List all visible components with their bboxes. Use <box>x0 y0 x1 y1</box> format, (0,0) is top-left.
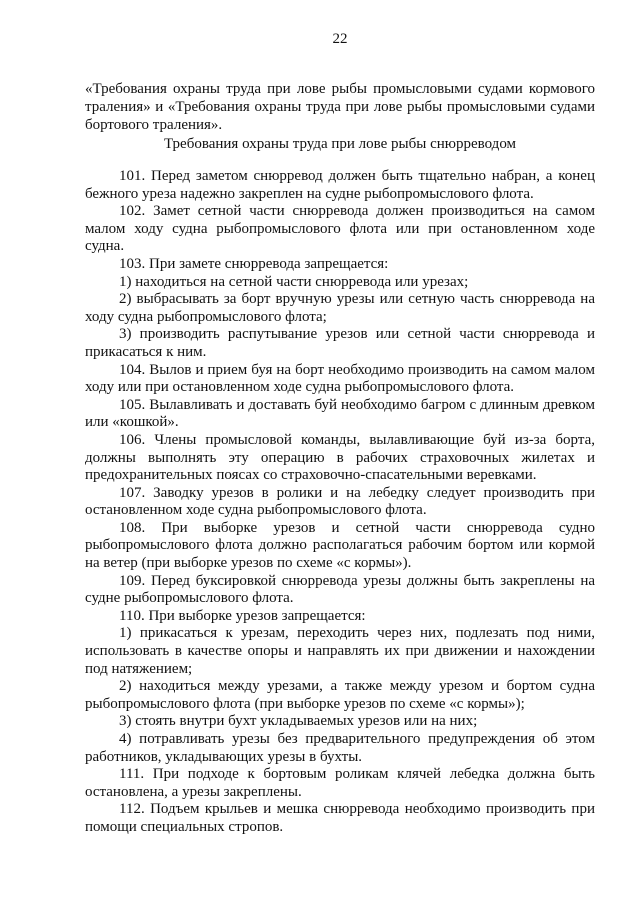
document-body <box>85 168 595 837</box>
intro-paragraph: «Требования охраны труда при лове рыбы промысловыми судами кормового траления» и «Требования охраны труда при лове рыбы промысловыми судами бортового траления». <box>85 81 595 133</box>
paragraph-101: 101. Перед заметом снюрревод должен быть тщательно набран, а конец бежного уреза надежно закреплен на судне рыбопромыслового флота. <box>85 168 595 202</box>
list-item-110-1: 1) прикасаться к урезам, переходить через них, подлезать под ними, использовать в качестве опоры и направлять их при движении и нахождении под натяжением; <box>85 625 595 677</box>
paragraph-110: 110. При выборке урезов запрещается: <box>119 607 366 624</box>
list-item-110-4: 4) потравливать урезы без предварительного предупреждения об этом работников, укладывающих урезы в бухты. <box>85 731 595 765</box>
paragraph-105: 105. Вылавливать и доставать буй необходимо багром с длинным древком или «кошкой». <box>85 396 595 431</box>
list-item-103-1: 1) находиться на сетной части снюрревода или урезах; <box>119 273 469 290</box>
paragraph-109: 109. Перед буксировкой снюрревода урезы должны быть закреплены на судне рыбопромыслового флота. <box>85 572 595 607</box>
section-title: Требования охраны труда при лове рыбы снюрреводом <box>163 136 517 152</box>
page-number: 22 <box>332 31 348 47</box>
paragraph-102: 102. Замет сетной части снюрревода должен производиться на самом малом ходу судна рыбопромыслового флота или при остановленном ходе судна. <box>85 203 595 255</box>
paragraph-111: 111. При подходе к бортовым роликам клячей лебедка должна быть остановлена, а урезы закреплены. <box>85 766 595 800</box>
paragraph-106: 106. Члены промысловой команды, вылавливающие буй из-за борта, должны выполнять эту операцию в рабочих страховочных жилетах и предохранительных поясах со страховочно-спасательными веревками. <box>85 431 595 484</box>
list-item-103-2: 2) выбрасывать за борт вручную урезы или сетную часть снюрревода на ходу судна рыбопромыслового флота; <box>85 291 595 325</box>
paragraph-112: 112. Подъем крыльев и мешка снюрревода необходимо производить при помощи специальных стропов. <box>85 801 595 835</box>
paragraph-104: 104. Вылов и прием буя на борт необходимо производить на самом малом ходу или при остановленном ходе судна рыбопромыслового флота. <box>85 361 595 396</box>
list-item-110-3: 3) стоять внутри бухт укладываемых урезов или на них; <box>119 713 478 730</box>
paragraph-103: 103. При замете снюрревода запрещается: <box>119 255 389 272</box>
paragraph-107: 107. Заводку урезов в ролики и на лебедку следует производить при остановленном ходе судна рыбопромыслового флота. <box>85 484 595 519</box>
paragraph-108: 108. При выборке урезов и сетной части снюрревода судно рыбопромыслового флота должно располагаться рабочим бортом или кормой на ветер (при выборке урезов по схеме «с кормы»). <box>85 519 595 572</box>
list-item-103-3: 3) производить распутывание урезов или сетной части снюрревода и прикасаться к ним. <box>85 326 595 360</box>
list-item-110-2: 2) находиться между урезами, а также между урезом и бортом судна рыбопромыслового флота (при выборке урезов по схеме «с кормы»); <box>85 678 595 712</box>
